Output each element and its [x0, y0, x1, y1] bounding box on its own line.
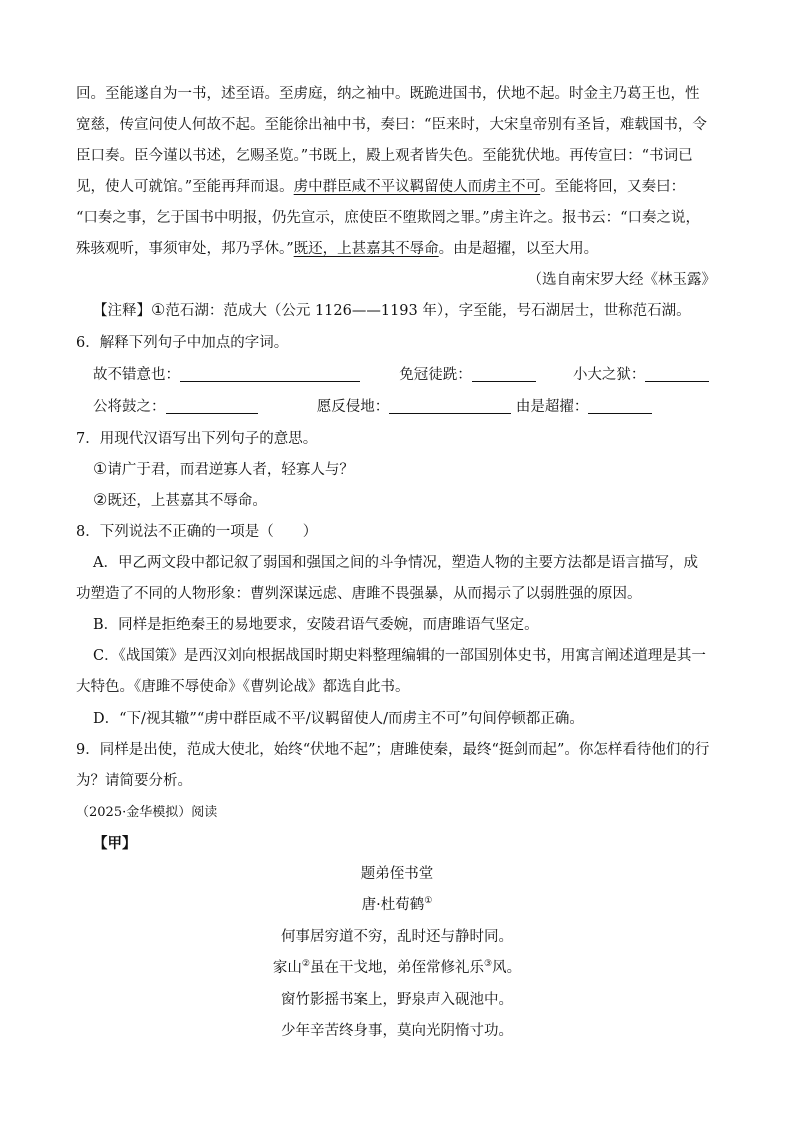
q8-option-a-line-1: A．甲乙两文段中都记叙了弱国和强国之间的斗争情况，塑造人物的主要方法都是语言描写，成 [93, 555, 698, 571]
poem-note-2: ② [301, 959, 310, 970]
q6-item-b-blank[interactable] [472, 367, 536, 382]
section-jia-label: 【甲】 [93, 835, 137, 852]
poem-line-1: 何事居穷道不穷，乱时还与静时同。 [281, 929, 513, 945]
q8-option-d: D．“下/视其辙”“虏中群臣咸不平/议羁留使人/而虏主不可”句间停顿都正确。 [93, 711, 584, 727]
question-7-stem: 7．用现代汉语写出下列句子的意思。 [76, 431, 318, 447]
q6-item-c-label: 小大之狱： [572, 367, 646, 383]
section-tag: （2025·金华模拟）阅读 [76, 805, 218, 820]
passage-underlined-sentence-1: 虏中群臣咸不平议羁留使人而虏主不可 [293, 179, 541, 195]
q6-item-f-label: 由是超擢： [515, 399, 589, 415]
poem-line-2-b: 虽在干戈地，弟侄常修礼乐 [310, 960, 484, 976]
passage-underlined-sentence-2: 既还，上甚嘉其不辱命 [293, 241, 439, 257]
q6-item-e-label: 愿反侵地： [316, 399, 390, 415]
passage-line-4-text-a: 见，使人可就馆。”至能再拜而退。 [76, 179, 294, 195]
passage-line-6 [76, 237, 598, 258]
passage-line-1: 回。至能遂自为一书，述至语。至虏庭，纳之袖中。既跪进国书，伏地不起。时金主乃葛王也，性 [76, 86, 700, 102]
q8-option-c-line-1: C．《战国策》是西汉刘向根据战国时期史料整理编辑的一部国别体史书，用寓言阐述道理是其一 [93, 648, 706, 664]
poem-title: 题弟侄书堂 [360, 866, 434, 882]
q7-sentence-2-text: 既还，上甚嘉其不辱命。 [107, 493, 267, 509]
q6-item-d-blank[interactable] [166, 399, 258, 414]
passage-line-2: 宽慈，传宣问使人何故不起。至能徐出袖中书，奏曰：“臣来时，大宋皇帝别有圣旨，难载国书，令 [76, 117, 707, 133]
passage-source: （选自南宋罗大经《林玉露》 [527, 272, 716, 288]
passage-line-6-text-a: 殊骇观听，事须审处，邦乃孚休。” [76, 241, 294, 257]
q6-item-e-blank[interactable] [389, 399, 511, 414]
poem-line-2-a: 家山 [272, 960, 302, 976]
passage-line-4 [76, 175, 685, 196]
q7-sentence-1-text: 请广于君，而君逆寡人者，轻寡人与？ [107, 462, 354, 478]
q8-option-b: B．同样是拒绝秦王的易地要求，安陵君语气委婉，而唐雎语气坚定。 [93, 617, 539, 633]
annotation [93, 299, 691, 320]
annotation-label: 【注释】 [93, 303, 151, 319]
passage-line-4-text-b: 。至能将回，又奏曰： [540, 179, 686, 195]
q6-item-d-label: 公将鼓之： [93, 399, 166, 415]
q6-item-a-blank[interactable] [180, 367, 360, 382]
poem-author [0, 893, 794, 914]
question-6-row-1 [93, 363, 709, 384]
passage-line-5: “口奏之事，乞于国书中明报，仍先宣示，庶使臣不堕欺罔之罪。”虏主许之。报书云：“口奏之说， [76, 210, 700, 226]
question-7-sentence-2 [93, 489, 267, 510]
poem-line-4: 少年辛苦终身事，莫向光阴惰寸功。 [281, 1023, 513, 1039]
question-6-stem: 6．解释下列句子中加点的字词。 [76, 335, 289, 351]
poem-author-text: 唐·杜荀鹤 [361, 897, 425, 913]
annotation-text: 范石湖：范成大（公元 1126——1193 年），字至能，号石湖居士，世称范石湖。 [165, 303, 691, 319]
q6-item-a-label: 故不错意也： [93, 367, 180, 383]
q6-item-b-label: 免冠徒跣： [399, 367, 472, 383]
q8-option-c-line-2: 大特色。《唐雎不辱使命》《曹刿论战》都选自此书。 [76, 679, 410, 695]
passage-line-3: 臣口奏。臣今谨以书述，乞赐圣览。”书既上，殿上观者皆失色。至能犹伏地。再传宣曰：“书词已 [76, 148, 693, 164]
q8-option-a-line-2: 功塑造了不同的人物形象：曹刿深谋远虑、唐雎不畏强暴，从而揭示了以弱胜强的原因。 [76, 586, 642, 602]
question-7-sentence-1 [93, 458, 354, 479]
q6-item-c-blank[interactable] [645, 367, 709, 382]
q7-number-1: ① [93, 459, 108, 478]
q7-number-2: ② [93, 490, 108, 509]
question-9-line-1: 9．同样是出使，范成大使北，始终“伏地不起”；唐雎使秦，最终“挺剑而起”。你怎样看待他们的行 [76, 742, 710, 758]
poem-note-3: ③ [484, 959, 493, 970]
passage-line-6-text-b: 。由是超擢，以至大用。 [438, 241, 599, 257]
question-8-stem: 8．下列说法不正确的一项是（ ） [76, 524, 318, 540]
poem-line-3: 窗竹影摇书案上，野泉声入砚池中。 [281, 992, 513, 1008]
question-6-row-2 [93, 395, 652, 416]
annotation-number: ① [151, 300, 166, 319]
poem-line-2-c: 风。 [492, 960, 522, 976]
q6-item-f-blank[interactable] [588, 399, 652, 414]
poem-author-note: ① [424, 896, 433, 907]
question-9-line-2: 为？请简要分析。 [76, 773, 192, 789]
poem-line-2 [0, 956, 794, 977]
